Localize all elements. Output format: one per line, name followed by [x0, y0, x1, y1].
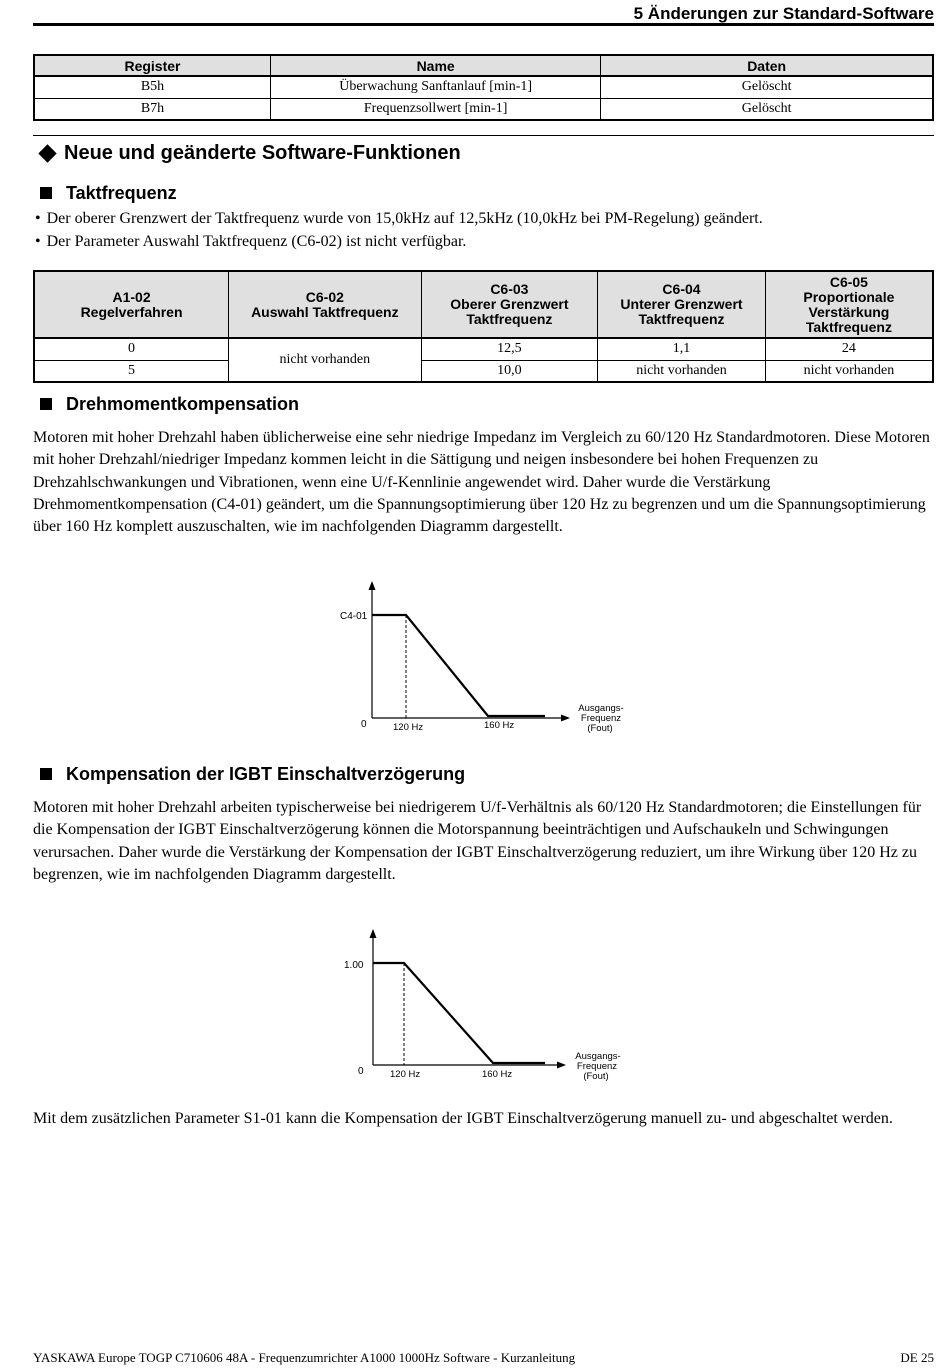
x-axis-label-line2: Frequenz	[580, 713, 622, 724]
square-bullet-icon	[40, 398, 52, 410]
cell-daten: Gelöscht	[601, 98, 933, 120]
header-code: C6-04	[662, 281, 701, 297]
y-value-label: C4-01	[340, 611, 368, 622]
subheading-text: Taktfrequenz	[66, 183, 177, 203]
header-code: A1-02	[112, 288, 151, 305]
list-item: • Der Parameter Auswahl Taktfrequenz (C6-02) ist nicht verfügbar.	[33, 230, 934, 253]
cell-c603: 10,0	[421, 360, 598, 382]
header-name: Name	[270, 55, 600, 76]
y-value-label: 1.00	[344, 960, 364, 971]
x-axis-arrow-icon	[561, 715, 570, 722]
footer-page-number: DE 25	[900, 1350, 934, 1365]
diamond-bullet-icon	[38, 144, 56, 162]
cell-c602-merged: nicht vorhanden	[229, 338, 422, 382]
x-axis-label-line3: (Fout)	[587, 723, 613, 734]
table-row	[34, 360, 933, 382]
torque-compensation-diagram	[330, 578, 640, 740]
square-bullet-icon	[40, 187, 52, 199]
header-label: Unterer Grenzwert Taktfrequenz	[620, 296, 743, 327]
header-label: Proportionale Verstärkung Taktfrequenz	[803, 288, 895, 335]
x-axis-label-line1: Ausgangs-	[578, 703, 624, 714]
x-tick-160hz: 160 Hz	[482, 1069, 513, 1080]
closing-paragraph: Mit dem zusätzlichen Parameter S1-01 kann die Kompensation der IGBT Einschaltverzögerung manuell zu- und abgeschaltet werden.	[33, 1110, 893, 1127]
drehmoment-paragraph: Motoren mit hoher Drehzahl haben üblicherweise eine sehr niedrige Impedanz im Vergleich zu 60/120 Hz Standardmotoren. Diese Motoren mit hoher Drehzahl/niedriger Impedanz kommen leicht in die Sättigung und neigen insbesondere bei hohen Frequenzen zu Drehzahlschwankungen und Vibrationen, wenn eine U/f-Kennlinie angewendet wird. Daher wurde die Verstärkung Drehmomentkompensation (C4-01) geändert, um die Spannungsoptimierung über 120 Hz zu begrenzen und um die Spannungsoptimierung über 160 Hz komplett auszuschalten, wie im nachfolgenden Diagramm dargestellt.	[33, 429, 930, 536]
igbt-compensation-diagram	[330, 926, 640, 1086]
cell-c604: nicht vorhanden	[598, 360, 766, 382]
section-heading	[38, 141, 461, 165]
subheading-drehmomentkompensation	[38, 393, 299, 415]
taktfrequenz-bullet-list	[33, 207, 934, 253]
table-header-row	[34, 271, 933, 338]
y-axis-arrow-icon	[370, 929, 377, 938]
table-row	[34, 338, 933, 360]
header-label: Regelverfahren	[80, 303, 183, 320]
page-header-section-title: 5 Änderungen zur Standard-Software	[33, 5, 934, 26]
cell-a102: 5	[34, 360, 229, 382]
section-heading-text: Neue und geänderte Software-Funktionen	[64, 142, 461, 164]
cell-c604: 1,1	[598, 338, 766, 360]
taktfrequenz-table	[33, 270, 934, 383]
header-code: C6-05	[829, 273, 868, 290]
cell-c605: 24	[765, 338, 933, 360]
header-daten: Daten	[601, 55, 933, 76]
x-axis-label-line1: Ausgangs-	[575, 1051, 621, 1062]
subheading-taktfrequenz	[38, 182, 177, 204]
header-register: Register	[34, 55, 270, 76]
origin-label: 0	[361, 719, 367, 730]
header-c605	[765, 271, 933, 338]
cell-name: Frequenzsollwert [min-1]	[270, 98, 600, 120]
cell-name: Überwachung Sanftanlauf [min-1]	[270, 76, 600, 98]
x-axis-label-line3: (Fout)	[583, 1071, 609, 1082]
header-a102	[34, 271, 229, 338]
x-axis-arrow-icon	[557, 1062, 566, 1069]
section-divider	[33, 135, 934, 136]
y-axis-arrow-icon	[369, 581, 376, 590]
igbt-paragraph: Motoren mit hoher Drehzahl arbeiten typischerweise bei niedrigerem U/f-Verhältnis als 60/120 Hz Standardmotoren; die Einstellungen für die Kompensation der IGBT Einschaltverzögerung können die Motorspannung beeinträchtigen und Aufschaukeln und Schwingungen verursachen. Daher wurde die Verstärkung der Kompensation der IGBT Einschaltverzögerung reduziert, um ihre Wirkung über 120 Hz zu begrenzen, wie im nachfolgenden Diagramm dargestellt.	[33, 799, 922, 883]
header-c604	[598, 271, 766, 338]
origin-label: 0	[358, 1066, 364, 1077]
register-table	[33, 54, 934, 121]
x-axis-label-line2: Frequenz	[576, 1061, 618, 1072]
subheading-igbt	[38, 763, 465, 785]
curve-line	[372, 615, 545, 716]
x-tick-120hz: 120 Hz	[393, 722, 424, 733]
cell-c603: 12,5	[421, 338, 598, 360]
footer-document-title: YASKAWA Europe TOGP C710606 48A - Frequenzumrichter A1000 1000Hz Software - Kurzanleitung	[33, 1350, 576, 1365]
table-row	[34, 76, 933, 98]
table-header-row	[34, 55, 933, 76]
square-bullet-icon	[40, 768, 52, 780]
header-code: C6-02	[305, 288, 344, 305]
header-c603	[421, 271, 598, 338]
cell-a102: 0	[34, 338, 229, 360]
x-tick-160hz: 160 Hz	[484, 720, 515, 731]
list-item: • Der oberer Grenzwert der Taktfrequenz wurde von 15,0kHz auf 12,5kHz (10,0kHz bei PM-Regelung) geändert.	[33, 207, 934, 230]
cell-daten: Gelöscht	[601, 76, 933, 98]
header-code: C6-03	[490, 281, 529, 297]
header-c602	[229, 271, 422, 338]
x-tick-120hz: 120 Hz	[390, 1069, 421, 1080]
cell-register: B7h	[34, 98, 270, 120]
curve-line	[373, 963, 545, 1063]
table-row	[34, 98, 933, 120]
header-label: Auswahl Taktfrequenz	[251, 303, 399, 320]
subheading-text: Drehmomentkompensation	[66, 394, 300, 414]
cell-c605: nicht vorhanden	[765, 360, 933, 382]
cell-register: B5h	[34, 76, 270, 98]
header-label: Oberer Grenzwert Taktfrequenz	[450, 296, 569, 327]
subheading-text: Kompensation der IGBT Einschaltverzögerung	[66, 764, 466, 784]
